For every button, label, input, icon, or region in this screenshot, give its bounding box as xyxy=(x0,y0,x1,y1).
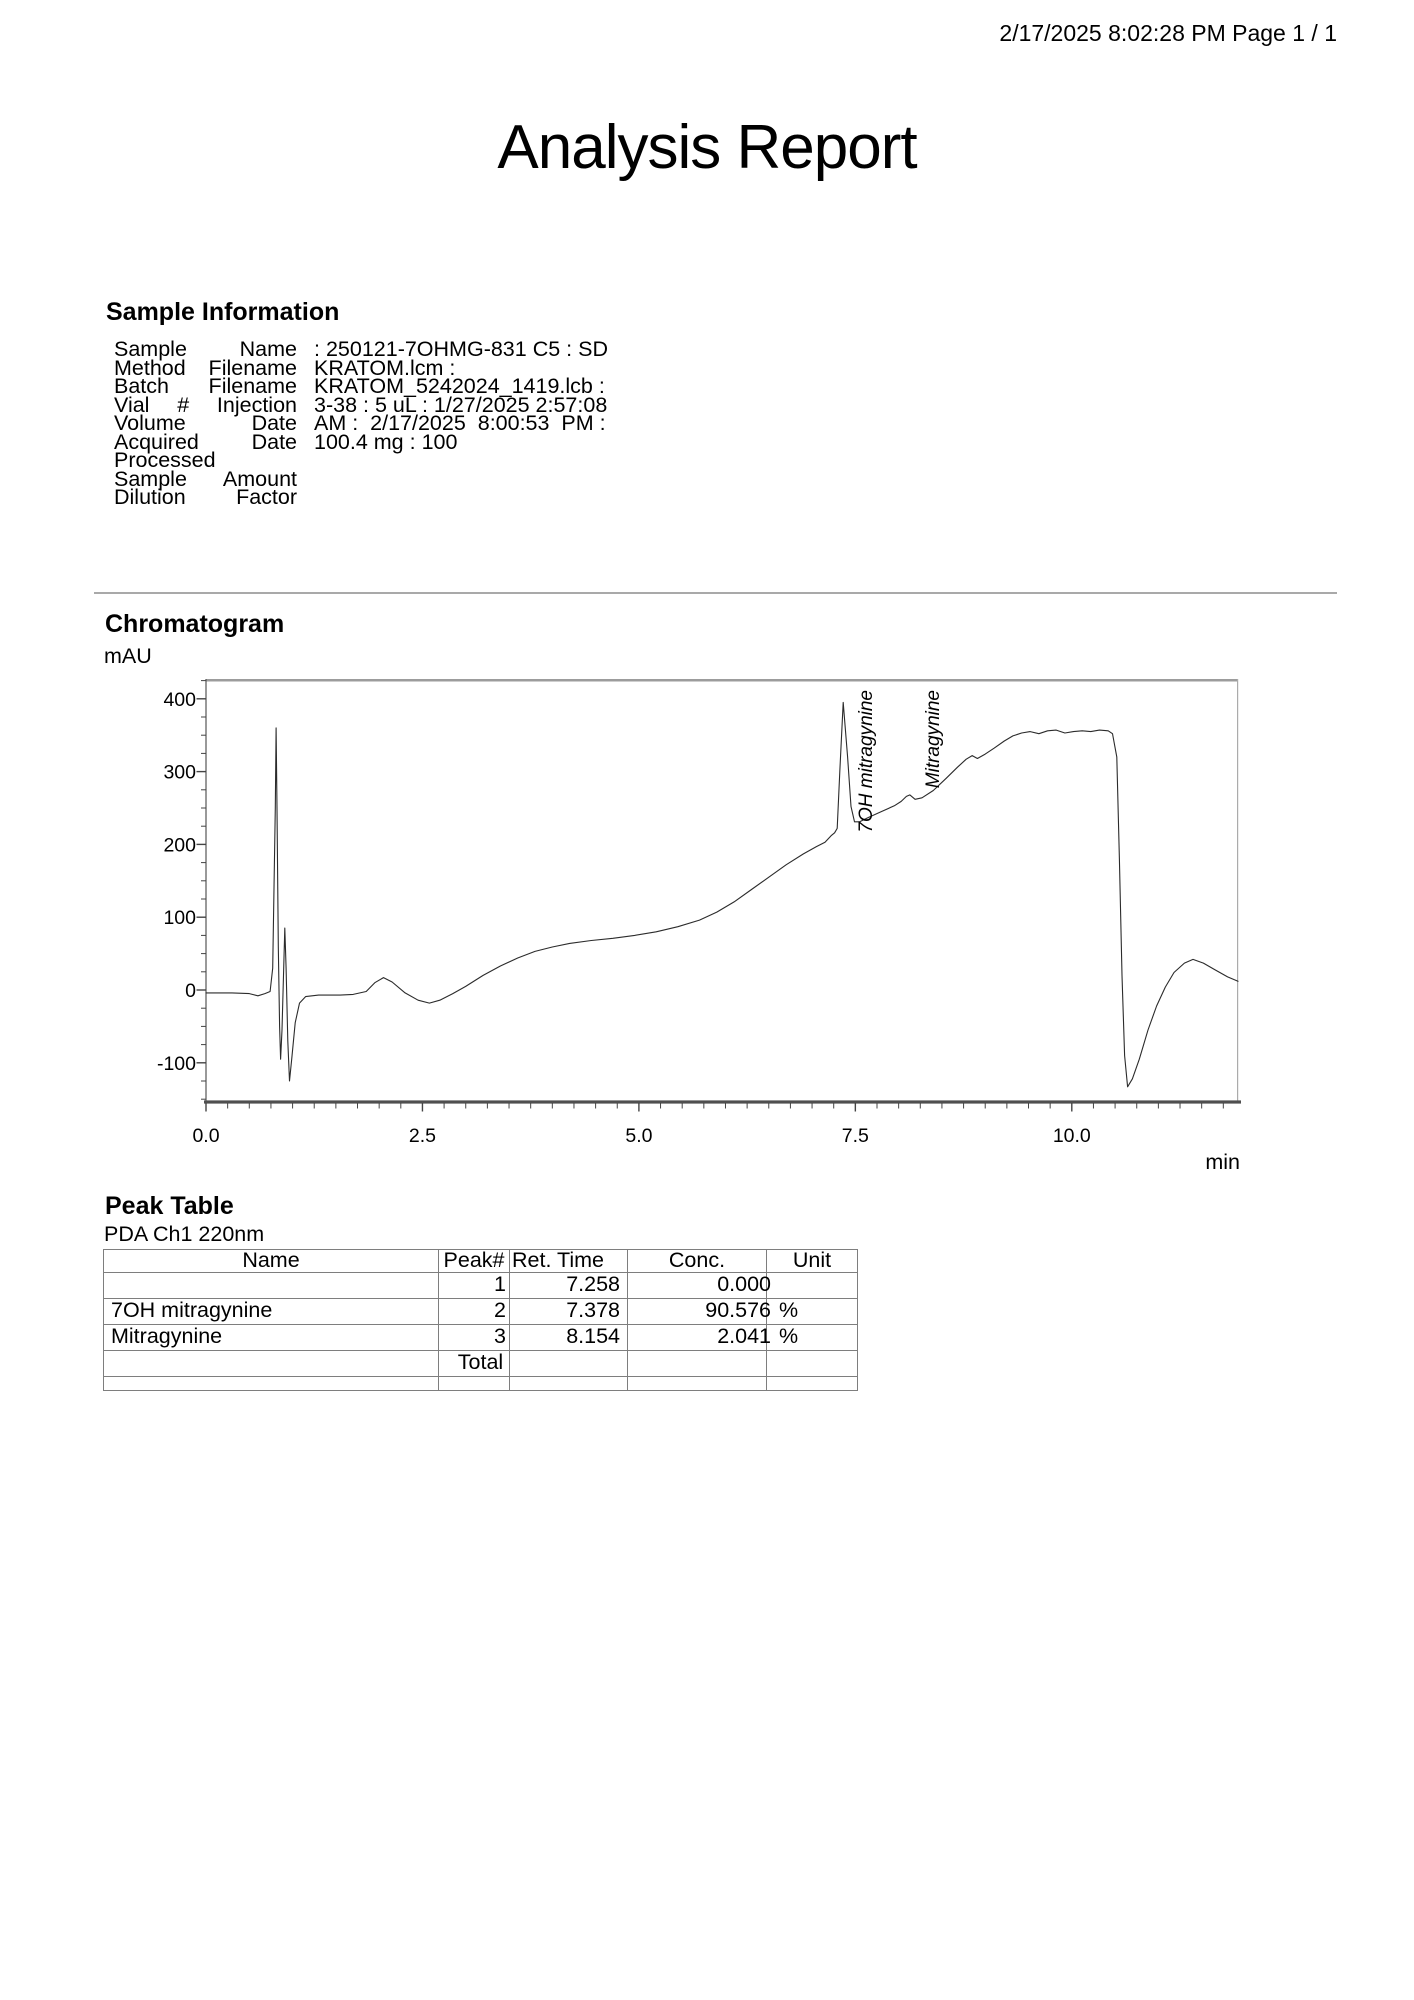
sample-info-value: 3-38 : 5 uL : 1/27/2025 2:57:08 xyxy=(314,392,608,417)
chromatogram-trace xyxy=(206,702,1238,1086)
peak-table-cell-peak: 3 xyxy=(439,1324,510,1350)
sample-info-value: KRATOM.lcm : xyxy=(314,355,456,380)
sample-info-label: Batch Filename xyxy=(114,374,297,398)
peak-table-cell-ret_time: 7.378 xyxy=(510,1298,628,1324)
peak-table-cell-peak: Total xyxy=(447,1350,518,1376)
peak-table-cell-conc xyxy=(628,1324,771,1350)
peak-table-row xyxy=(104,1376,858,1390)
peak-table-conc-value: 0.000 xyxy=(717,1272,771,1297)
peak-table-conc-value: 2.041 xyxy=(717,1324,771,1349)
peak-table-cell-peak xyxy=(439,1376,510,1390)
peak-table-cell-peak: 1 xyxy=(439,1272,510,1298)
y-tick-label: 400 xyxy=(163,688,196,711)
peak-table-cell-name: 7OH mitragynine xyxy=(104,1298,439,1324)
section-divider xyxy=(94,592,1337,594)
x-tick-label: 5.0 xyxy=(625,1125,653,1147)
peak-table-cell-unit: % xyxy=(767,1324,858,1350)
peak-table-column-header: Ret. Time xyxy=(510,1250,628,1273)
x-tick-label: 7.5 xyxy=(841,1125,869,1147)
x-tick-label: 10.0 xyxy=(1052,1125,1091,1147)
x-axis-unit-label: min xyxy=(1205,1150,1240,1174)
peak-table-row xyxy=(104,1350,858,1376)
page-header-datetime: 2/17/2025 8:02:28 PM Page 1 / 1 xyxy=(999,20,1337,46)
peak-table-cell-ret_time: 7.258 xyxy=(510,1272,628,1298)
peak-annotation-label: 7OH mitragynine xyxy=(856,690,877,833)
peak-table-cell-unit xyxy=(767,1376,858,1390)
x-tick-label: 2.5 xyxy=(408,1125,437,1147)
sample-info-label: Processed xyxy=(114,448,216,472)
peak-table-cell-peak: 2 xyxy=(439,1298,510,1324)
peak-table-cell-unit xyxy=(767,1350,858,1376)
peak-table-cell-conc xyxy=(628,1298,771,1324)
peak-table-row xyxy=(104,1324,858,1350)
sample-info-label: Acquired Date xyxy=(114,429,297,454)
peak-table-cell-conc xyxy=(628,1350,767,1376)
peak-table-cell-conc xyxy=(628,1272,771,1298)
sample-information-block xyxy=(114,337,674,509)
peak-table-column-header: Name xyxy=(104,1250,439,1273)
sample-info-value: : 250121-7OHMG-831 C5 : SD xyxy=(314,337,608,361)
x-tick-label: 0.0 xyxy=(192,1125,220,1147)
peak-table-cell-name xyxy=(104,1376,439,1390)
sample-info-row xyxy=(114,485,674,509)
sample-info-label: Method Filename xyxy=(114,355,297,380)
peak-table-row xyxy=(104,1298,858,1324)
peak-table-column-header: Peak# xyxy=(439,1250,510,1273)
peak-table-cell-conc xyxy=(628,1376,767,1390)
sample-info-value: KRATOM_5242024_1419.lcb : xyxy=(314,374,605,398)
chromatogram-heading: Chromatogram xyxy=(105,610,285,638)
sample-info-label: Sample Amount xyxy=(114,466,297,491)
plot-border-left xyxy=(205,679,206,1102)
peak-table-cell-ret_time xyxy=(510,1376,628,1390)
plot-border-top xyxy=(206,679,1238,682)
report-title: Analysis Report xyxy=(497,113,917,182)
y-tick-label: 200 xyxy=(163,834,196,857)
peak-table-row xyxy=(104,1272,858,1298)
peak-table-header-row xyxy=(104,1250,858,1273)
y-tick-label: -100 xyxy=(156,1052,196,1075)
y-tick-label: 100 xyxy=(163,907,196,930)
sample-info-label: Vial # Injection xyxy=(114,392,297,417)
plot-border-right xyxy=(1237,679,1238,1102)
sample-info-label: Volume Date xyxy=(114,411,297,435)
peak-table-conc-value: 90.576 xyxy=(705,1298,771,1323)
y-tick-label: 0 xyxy=(185,980,196,1002)
peak-annotation-label: Mitragynine xyxy=(923,690,944,789)
peak-table-cell-ret_time: 8.154 xyxy=(510,1324,628,1350)
peak-table-heading: Peak Table xyxy=(105,1192,234,1220)
y-tick-label: 300 xyxy=(163,761,196,784)
peak-table-cell-unit xyxy=(767,1272,858,1298)
y-axis-unit-label: mAU xyxy=(104,644,152,668)
sample-info-label: Sample Name xyxy=(114,337,297,361)
peak-table-cell-unit: % xyxy=(767,1298,858,1324)
peak-table-cell-ret_time xyxy=(510,1350,628,1376)
peak-table-cell-name xyxy=(104,1272,439,1298)
peak-table-column-header: Conc. xyxy=(628,1250,767,1273)
detector-channel-label: PDA Ch1 220nm xyxy=(104,1222,265,1246)
sample-info-label: Dilution Factor xyxy=(114,485,297,509)
peak-table-column-header: Unit xyxy=(767,1250,858,1273)
peak-table-cell-name: Mitragynine xyxy=(104,1324,439,1350)
sample-info-value: AM : 2/17/2025 8:00:53 PM : xyxy=(314,411,606,435)
chromatogram-plot xyxy=(90,620,1350,1180)
sample-info-value: 100.4 mg : 100 xyxy=(314,429,458,454)
sample-information-heading: Sample Information xyxy=(106,298,340,326)
peak-table-cell-name xyxy=(104,1350,439,1376)
peak-table xyxy=(103,1249,858,1391)
x-axis-line xyxy=(204,1100,1241,1103)
